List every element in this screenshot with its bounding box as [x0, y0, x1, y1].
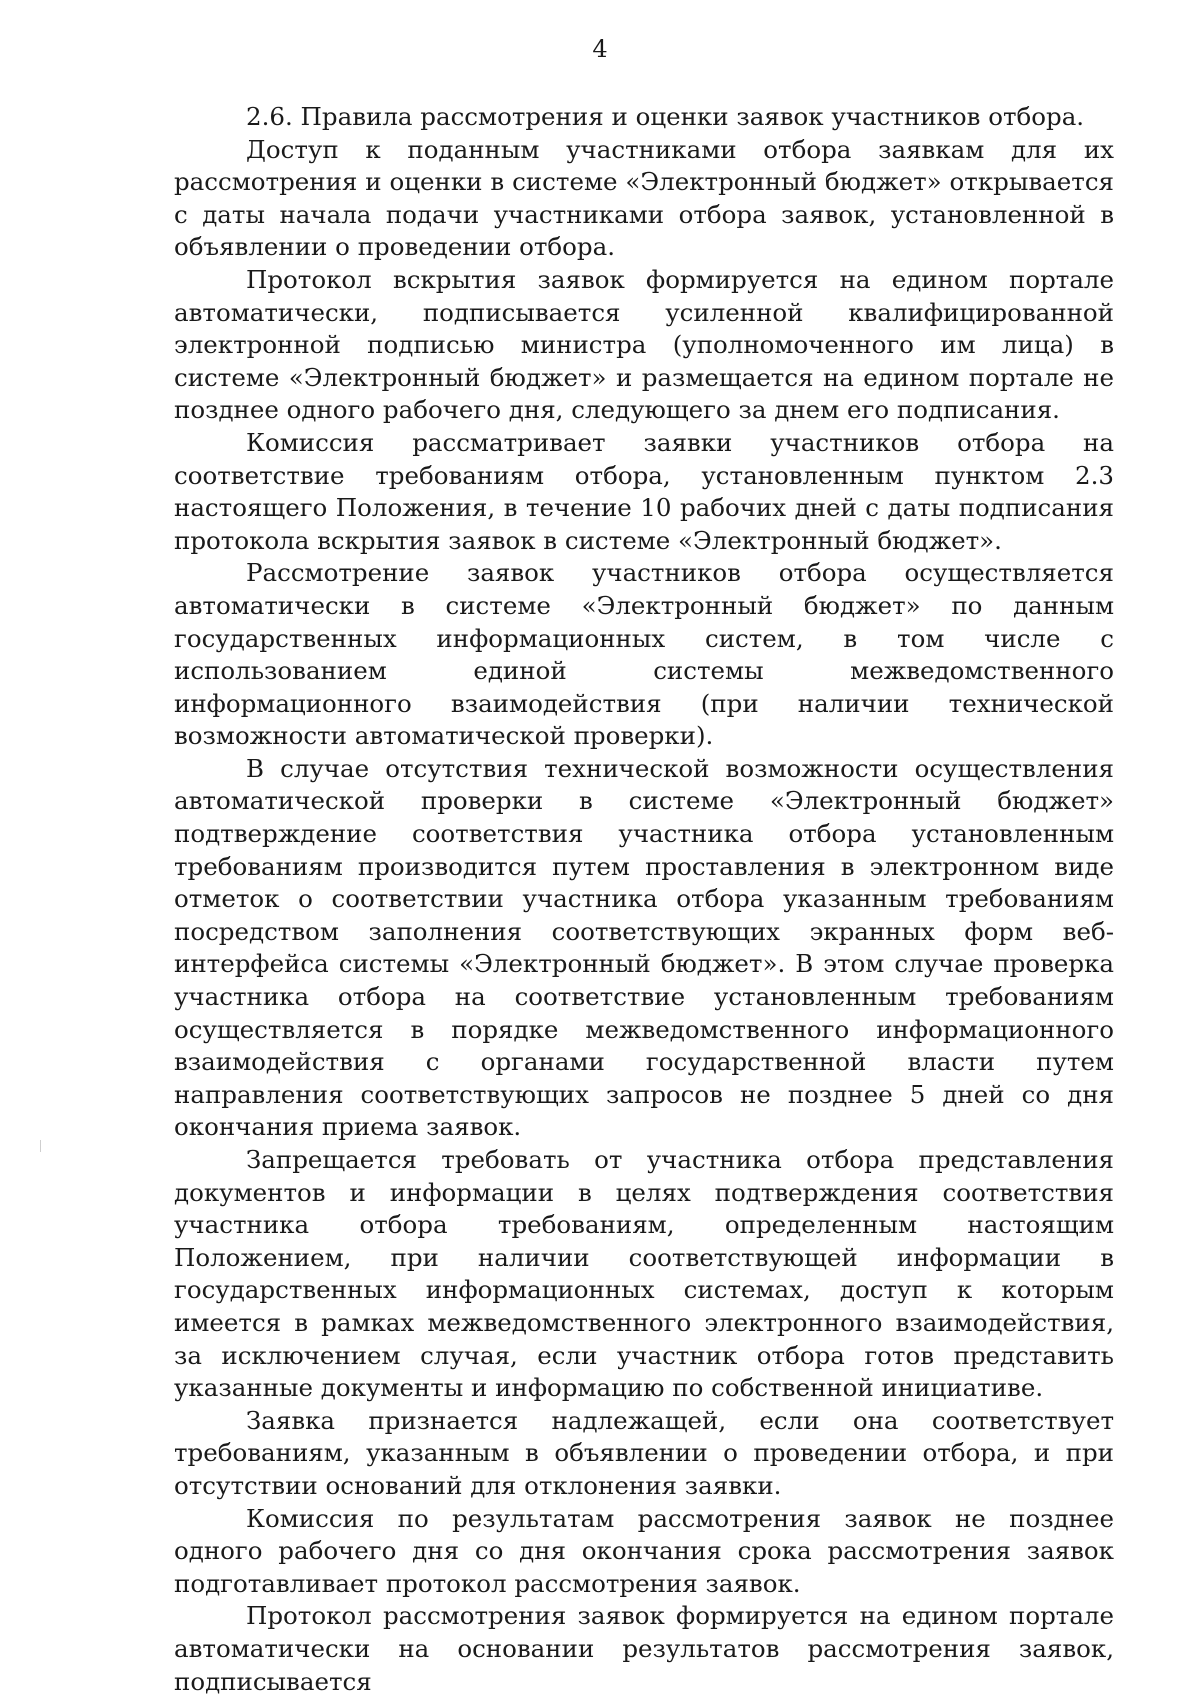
paragraph-commission-protocol: Комиссия по результатам рассмотрения заявок не позднее одного рабочего дня со дня окончания срока рассмотрения заявок подготавливает протокол рассмотрения заявок. [174, 1503, 1114, 1598]
paragraph-manual-verification: В случае отсутствия технической возможности осуществления автоматической проверки в системе «Электронный бюджет» подтверждение соответствия участника отбора установленным требованиям производится путем проставления в электронном виде отметок о соответствии участника отбора указанным требованиям посредством заполнения соответствующих экранных форм веб-интерфейса системы «Электронный бюджет». В этом случае проверка участника отбора на соответствие установленным требованиям осуществляется в порядке межведомственного информационного взаимодействия с органами государственной власти путем направления соответствующих запросов не позднее 5 дней со дня окончания приема заявок. [174, 753, 1114, 1142]
paragraph-proper-application: Заявка признается надлежащей, если она соответствует требованиям, указанным в объявлении о проведении отбора, и при отсутствии оснований для отклонения заявки. [174, 1405, 1114, 1500]
scan-artifact [40, 1140, 41, 1152]
document-body [174, 101, 1114, 1698]
section-heading-2-6: 2.6. Правила рассмотрения и оценки заявок участников отбора. [246, 102, 1085, 131]
paragraph-automatic-review: Рассмотрение заявок участников отбора осуществляется автоматически в системе «Электронный бюджет» по данным государственных информационных систем, в том числе с использованием единой системы межведомственного информационного взаимодействия (при наличии технической возможности автоматической проверки). [174, 558, 1114, 751]
paragraph-document-prohibition: Запрещается требовать от участника отбора представления документов и информации в целях подтверждения соответствия участника отбора требованиям, определенным настоящим Положением, при наличии соответствующей информации в государственных информационных системах, доступ к которым имеется в рамках межведомственного электронного взаимодействия, за исключением случая, если участник отбора готов представить указанные документы и информацию по собственной инициативе. [174, 1145, 1114, 1403]
paragraph-access: Доступ к поданным участниками отбора заявкам для их рассмотрения и оценки в системе «Электронный бюджет» открывается с даты начала подачи участниками отбора заявок, установленной в объявлении о проведении отбора. [174, 134, 1114, 262]
page-number: 4 [592, 35, 608, 63]
paragraph-opening-protocol: Протокол вскрытия заявок формируется на едином портале автоматически, подписывается усиленной квалифицированной электронной подписью министра (уполномоченного им лица) в системе «Электронный бюджет» и размещается на едином портале не позднее одного рабочего дня, следующего за днем его подписания. [174, 264, 1114, 425]
paragraph-review-protocol: Протокол рассмотрения заявок формируется на едином портале автоматически на основании результатов рассмотрения заявок, подписывается [174, 1601, 1114, 1696]
paragraph-commission-review: Комиссия рассматривает заявки участников отбора на соответствие требованиям отбора, установленным пунктом 2.3 настоящего Положения, в течение 10 рабочих дней с даты подписания протокола вскрытия заявок в системе «Электронный бюджет». [174, 427, 1114, 555]
